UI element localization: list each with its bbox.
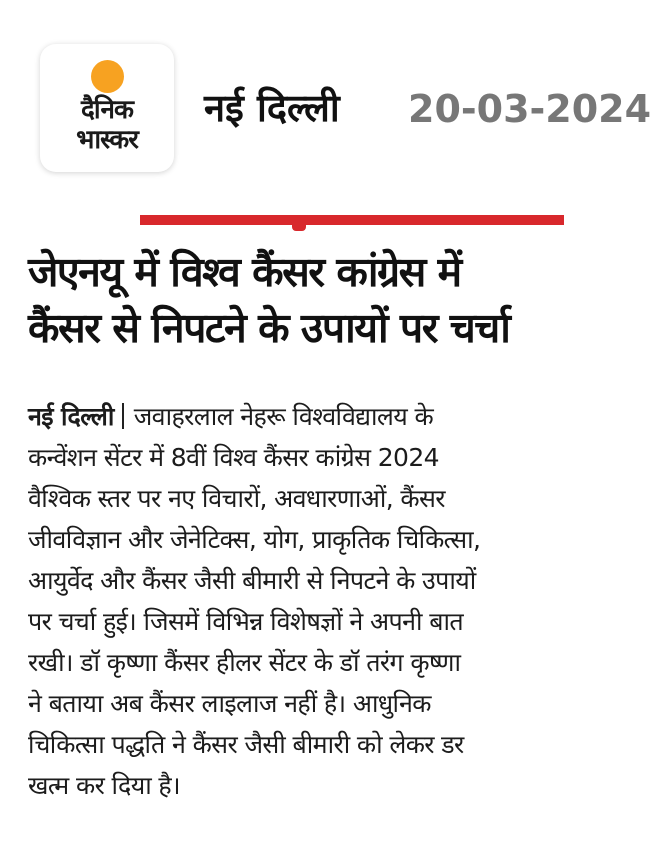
- body-line: पर चर्चा हुई। जिसमें विभिन्न विशेषज्ञों ने अपनी बात: [28, 607, 464, 636]
- edition-city: नई दिल्ली: [204, 86, 340, 130]
- article-body: [28, 396, 636, 806]
- body-line: खत्म कर दिया है।: [28, 771, 180, 800]
- body-line: जीवविज्ञान और जेनेटिक्स, योग, प्राकृतिक चिकित्सा,: [28, 525, 481, 554]
- headline-accent-bar: [140, 215, 564, 225]
- accent-bar-notch: [292, 225, 306, 231]
- newspaper-logo: [40, 44, 174, 172]
- body-line: आयुर्वेद और कैंसर जैसी बीमारी से निपटने के उपायों: [28, 566, 476, 595]
- article-dateline: नई दिल्ली: [28, 402, 114, 431]
- body-line: [28, 396, 636, 437]
- logo-text-line1: दैनिक: [81, 95, 133, 125]
- headline-line: कैंसर से निपटने के उपायों पर चर्चा: [28, 304, 510, 352]
- dateline-separator: [122, 403, 124, 429]
- body-line-text: जवाहरलाल नेहरू विश्वविद्यालय के: [133, 402, 434, 431]
- edition-date: 20-03-2024: [408, 87, 652, 131]
- article-headline: [28, 244, 648, 356]
- body-line: ने बताया अब कैंसर लाइलाज नहीं है। आधुनिक: [28, 689, 431, 718]
- body-line: कन्वेंशन सेंटर में 8वीं विश्व कैंसर कांग्रेस 2024: [28, 443, 439, 472]
- headline-line: जेएनयू में विश्व कैंसर कांग्रेस में: [28, 248, 461, 296]
- sun-icon: [91, 60, 124, 93]
- body-line: चिकित्सा पद्धति ने कैंसर जैसी बीमारी को लेकर डर: [28, 730, 464, 759]
- body-line: वैश्विक स्तर पर नए विचारों, अवधारणाओं, कैंसर: [28, 484, 445, 513]
- body-line: रखी। डॉ कृष्णा कैंसर हीलर सेंटर के डॉ तरंग कृष्णा: [28, 648, 461, 677]
- logo-text-line2: भास्कर: [76, 125, 138, 155]
